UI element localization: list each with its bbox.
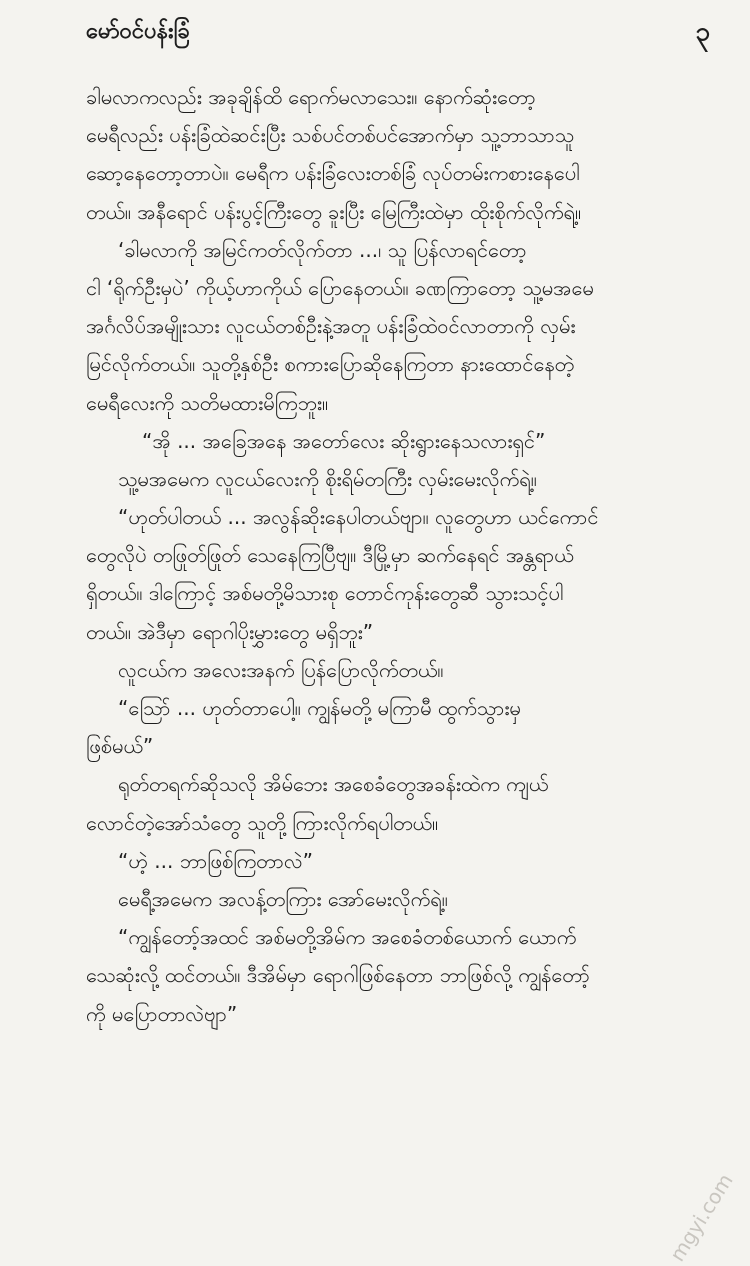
- text-line: ‘ခါမလာကို အမြင်ကတ်လိုက်တာ ...၊ သူ ပြန်လာရင်တော့: [118, 237, 527, 262]
- watermark: mgyi.com: [665, 1169, 738, 1266]
- text-line: ကို မပြောတာလဲဗျာ”: [86, 1001, 238, 1026]
- text-line: ခါမလာကလည်း အခုချိန်ထိ ရောက်မလာသေး။ နောက်ဆုံးတော့: [86, 85, 536, 109]
- text-line: တယ်။ အနီရောင် ပန်းပွင့်ကြီးတွေ ခူးပြီး မြေကြီးထဲမှာ ထိုးစိုက်လိုက်ရဲ့။: [86, 199, 582, 224]
- text-line: ရုတ်တရက်ဆိုသလို အိမ်ဘေး အစေခံတွေအခန်းထဲက ကျယ်: [118, 772, 549, 797]
- page-header: [86, 14, 710, 52]
- text-line: “ဟုတ်ပါတယ် ... အလွန်ဆိုးနေပါတယ်ဗျာ။ လူတွေဟာ ယင်ကောင်: [118, 505, 599, 530]
- text-line: တယ်။ အဲဒီမှာ ရောဂါပိုးမွှားတွေ မရှိဘူး”: [86, 619, 374, 644]
- text-line: တွေလိုပဲ တဖြုတ်ဖြုတ် သေနေကြပြီဗျ။ ဒီမြို့မှာ ဆက်နေရင် အန္တရာယ်: [86, 543, 574, 568]
- page-number: ၃: [695, 17, 710, 47]
- text-line: “ဟဲ့ ... ဘာဖြစ်ကြတာလဲ”: [118, 848, 313, 873]
- text-line: ရှိတယ်။ ဒါကြောင့် အစ်မတို့မိသားစု တောင်ကုန်းတွေဆီ သွားသင့်ပါ: [86, 581, 564, 606]
- text-line: “ကျွန်တော့်အထင် အစ်မတို့အိမ်က အစေခံတစ်ယောက် ယောက်: [118, 925, 577, 950]
- text-line: သူ့မအမေက လူငယ်လေးကို စိုးရိမ်တကြီး လှမ်းမေးလိုက်ရဲ့။: [118, 466, 537, 491]
- text-line: “သြော် ... ဟုတ်တာပေါ့။ ကျွန်မတို့ မကြာမီ ထွက်သွားမှ: [118, 696, 521, 720]
- text-line: မြင်လိုက်တယ်။ သူတို့နှစ်ဦး စကားပြောဆိုနေကြတာ နားထောင်နေတဲ့: [86, 352, 575, 377]
- text-line: ဖြစ်မယ်”: [86, 734, 154, 759]
- text-line: သေဆုံးလို့ ထင်တယ်။ ဒီအိမ်မှာ ရောဂါဖြစ်နေတာ ဘာဖြစ်လို့ ကျွန်တော့်: [86, 963, 590, 988]
- text-line: ဆော့နေတော့တာပဲ။ မေရီက ပန်းခြံလေးတစ်ခြံ လုပ်တမ်းကစားနေပေါ: [86, 161, 580, 186]
- text-line: မေရီလေးကို သတိမထားမိကြဘူး။: [86, 390, 329, 415]
- text-line: အင်္ဂလိပ်အမျိုးသား လူငယ်တစ်ဦးနဲ့အတူ ပန်းခြံထဲဝင်လာတာကို လှမ်း: [86, 314, 576, 339]
- text-line: လူငယ်က အလေးအနက် ပြန်ပြောလိုက်တယ်။: [118, 657, 444, 682]
- text-line: မေရီ့အမေက အလန့်တကြား အော်မေးလိုက်ရဲ့။: [118, 886, 448, 911]
- text-line: ငါ ‘ရိုက်ဦးမှပဲ’ ကိုယ့်ဟာကိုယ် ပြောနေတယ်။ ခဏကြာတော့ သူ့မအမေ: [86, 275, 594, 300]
- body-text: [86, 78, 726, 1033]
- running-title: မော်ဝင်ပန်းခြံ: [86, 19, 190, 44]
- text-line: လောင်တဲ့အော်သံတွေ သူတို့ ကြားလိုက်ရပါတယ်။: [86, 810, 439, 835]
- text-line: “အို ... အခြေအနေ အတော်လေး ဆိုးရွားနေသလားရှင်”: [142, 428, 546, 453]
- text-line: မေရီလည်း ပန်းခြံထဲဆင်းပြီး သစ်ပင်တစ်ပင်အောက်မှာ သူ့ဘာသာသူ: [86, 123, 575, 148]
